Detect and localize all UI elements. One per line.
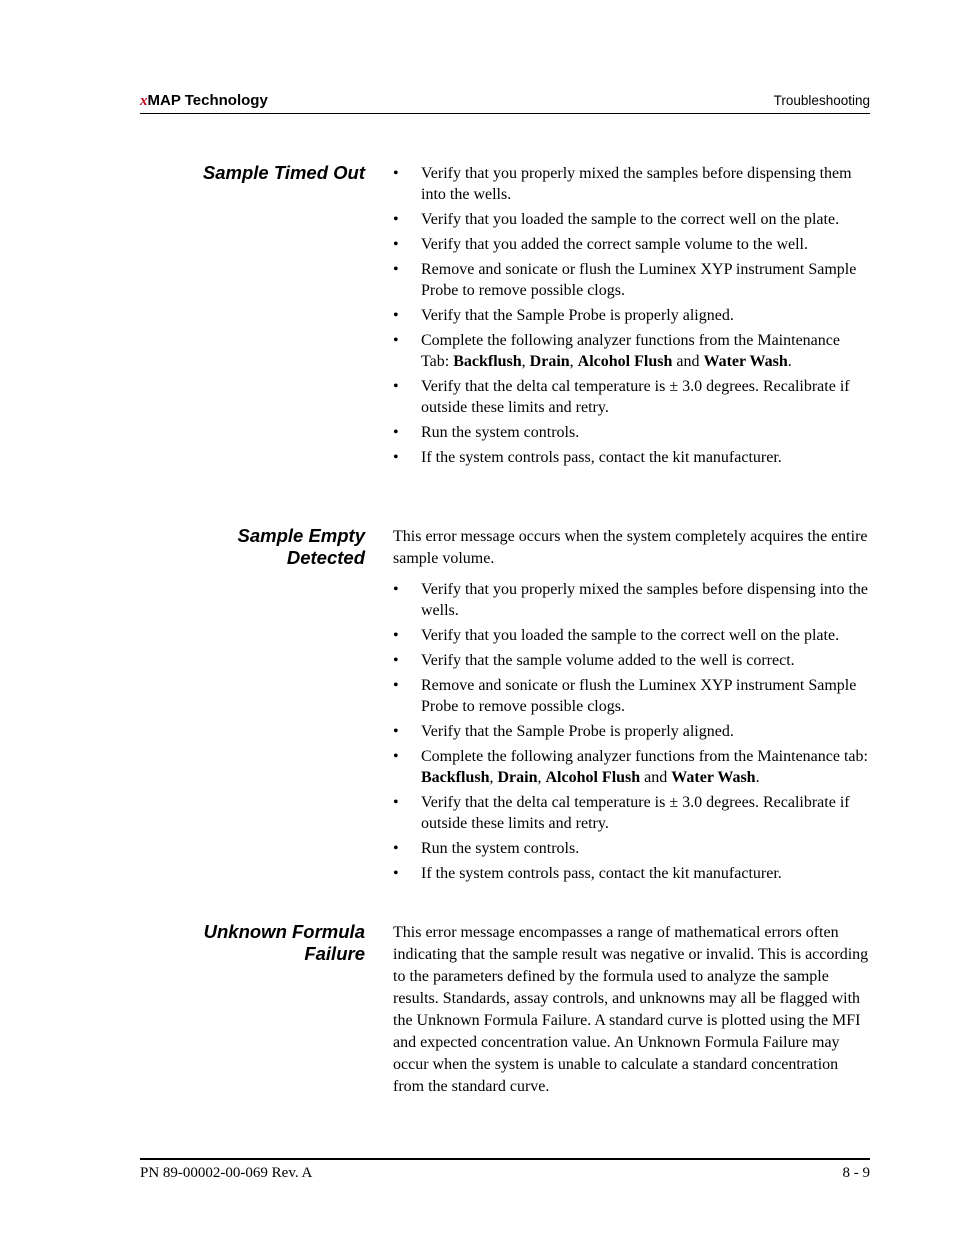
section-name: Troubleshooting bbox=[773, 93, 870, 108]
list-item: • If the system controls pass, contact the kit manufacturer. bbox=[393, 447, 870, 468]
list-item: • Complete the following analyzer functions from the Maintenance Tab: Backflush, Drain, Alcohol Flush and Water Wash. bbox=[393, 330, 870, 372]
intro-paragraph: This error message occurs when the system completely acquires the entire sample volume. bbox=[393, 528, 868, 567]
heading-unknown-formula-failure: Unknown Formula Failure bbox=[203, 921, 365, 964]
list-item: • Run the system controls. bbox=[393, 838, 870, 859]
list-item: • Verify that the Sample Probe is properly aligned. bbox=[393, 305, 870, 326]
list-item: • Verify that you loaded the sample to the correct well on the plate. bbox=[393, 625, 870, 646]
part-number: PN 89-00002-00-069 Rev. A bbox=[140, 1165, 313, 1181]
heading-sample-timed-out: Sample Timed Out bbox=[202, 162, 365, 183]
page-footer bbox=[140, 1158, 870, 1190]
bullet-list bbox=[393, 163, 870, 468]
page-number: 8 - 9 bbox=[842, 1165, 870, 1181]
list-item: • Verify that the Sample Probe is properly aligned. bbox=[393, 721, 870, 742]
list-item: • Remove and sonicate or flush the Luminex XYP instrument Sample Probe to remove possible clogs. bbox=[393, 259, 870, 301]
body-paragraph: This error message encompasses a range of mathematical errors often indicating that the sample result was negative or invalid. This is according to the parameters defined by the formula used to analyze the sample results. Standards, assay controls, and unknowns may all be flagged with the Unknown Formula Failure. A standard curve is plotted using the MFI and expected concentration value. An Unknown Formula Failure may occur when the system is unable to calculate a standard concentration from the standard curve. bbox=[393, 924, 869, 1095]
list-item: • Verify that you properly mixed the samples before dispensing them into the wells. bbox=[393, 163, 870, 205]
list-item: • Remove and sonicate or flush the Luminex XYP instrument Sample Probe to remove possible clogs. bbox=[393, 675, 870, 717]
section-sample-timed-out bbox=[393, 163, 870, 472]
list-item: • If the system controls pass, contact the kit manufacturer. bbox=[393, 863, 870, 884]
list-item: • Verify that you added the correct sample volume to the well. bbox=[393, 234, 870, 255]
list-item: • Verify that you loaded the sample to the correct well on the plate. bbox=[393, 209, 870, 230]
section-sample-empty-detected bbox=[393, 526, 870, 888]
bullet-list bbox=[393, 579, 870, 884]
page-header bbox=[140, 89, 870, 114]
list-item: • Verify that you properly mixed the samples before dispensing into the wells. bbox=[393, 579, 870, 621]
heading-sample-empty-detected: Sample Empty Detected bbox=[237, 525, 365, 568]
list-item: • Verify that the delta cal temperature is ± 3.0 degrees. Recalibrate if outside these limits and retry. bbox=[393, 792, 870, 834]
list-item: • Verify that the delta cal temperature is ± 3.0 degrees. Recalibrate if outside these limits and retry. bbox=[393, 376, 870, 418]
section-unknown-formula-failure bbox=[393, 922, 870, 1098]
list-item: • Run the system controls. bbox=[393, 422, 870, 443]
list-item: • Complete the following analyzer functions from the Maintenance tab: Backflush, Drain, Alcohol Flush and Water Wash. bbox=[393, 746, 870, 788]
list-item: • Verify that the sample volume added to the well is correct. bbox=[393, 650, 870, 671]
brand-title: xMAP Technology bbox=[140, 92, 268, 109]
